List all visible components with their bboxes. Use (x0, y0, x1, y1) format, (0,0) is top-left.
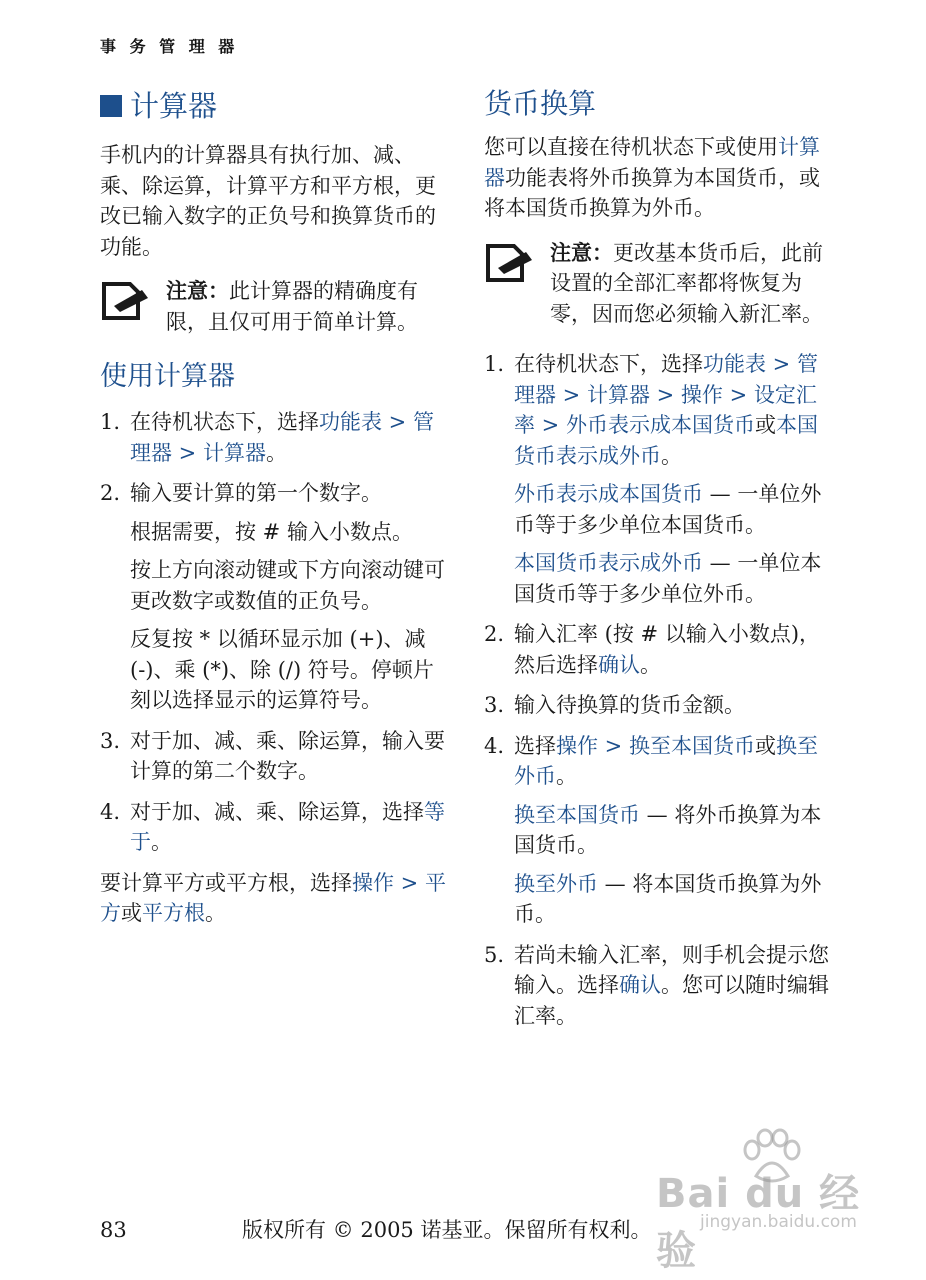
square-bullet-icon (100, 95, 122, 117)
left-column (100, 84, 452, 929)
menu-link-calculator: 计算器 (202, 440, 266, 465)
watermark-logo: Bai du 经验 (656, 1171, 861, 1274)
use-calculator-heading: 使用计算器 (100, 361, 235, 392)
currency-heading: 货币换算 (484, 87, 597, 120)
calculator-heading (100, 84, 452, 128)
menu-link-square-root: 平方根 (142, 901, 205, 925)
menu-link-organizer: 管理器 (130, 410, 434, 465)
menu-link-calculator: 计算器 (484, 135, 820, 190)
calculator-heading-text: 计算器 (130, 89, 218, 123)
menu-link-functions: 功能表 (319, 410, 382, 434)
list-item: 1. 在待机状态下，选择功能表 > 管理器 > 计算器 > 操作 > 设定汇率 > 外币表示成本国货币或本国货币表示成外币。 外币表示成本国货币 — 一单位外币等于多少单位本国货币。 本国货币表示成外币 — 一单位本国货币等于多少单位外币。 (484, 352, 822, 606)
copyright-notice: 版权所有 © 2005 诺基亚。保留所有权利。 (242, 1218, 652, 1242)
list-item: 2. 输入要计算的第一个数字。 根据需要，按 # 输入小数点。 按上方向滚动键或下方向滚动键可更改数字或数值的正负号。 反复按 * 以循环显示加 (+)、减 (-)、乘 (*)、除 (/) 符号。停顿片刻以选择显示的运算符号。 (100, 481, 445, 712)
currency-steps (484, 349, 836, 1031)
use-calculator-steps (100, 407, 452, 858)
list-item: 3. 对于加、减、乘、除运算，输入要计算的第二个数字。 (100, 728, 445, 783)
currency-intro: 您可以直接在待机状态下或使用计算器功能表将外币换算为本国货币，或将本国货币换算为外币。 (484, 135, 820, 220)
menu-link-square: 平方 (100, 870, 446, 925)
calculator-note-text: 注意：此计算器的精确度有限，且仅可用于简单计算。 (166, 278, 418, 334)
note-pencil-icon (484, 242, 536, 284)
list-item: 1. 在待机状态下，选择功能表 > 管理器 > 计算器。 (100, 410, 434, 465)
list-item: 4. 对于加、减、乘、除运算，选择等于。 (100, 799, 445, 854)
menu-link-options: 操作 (352, 870, 394, 895)
page-footer (0, 1212, 926, 1248)
watermark-url: jingyan.baidu.com (700, 1212, 857, 1232)
currency-note-text: 注意：更改基本货币后，此前设置的全部汇率都将恢复为零，因而您必须输入新汇率。 (550, 239, 823, 326)
list-item: 5. 若尚未输入汇率，则手机会提示您输入。选择确认。您可以随时编辑汇率。 (484, 942, 829, 1028)
list-item: 3. 输入待换算的货币金额。 (484, 693, 745, 717)
calculator-note (100, 276, 452, 337)
menu-link-equals: 等于 (130, 799, 445, 854)
currency-note (484, 238, 836, 330)
page-number: 83 (100, 1218, 127, 1242)
list-item: 4. 选择操作 > 换至本国货币或换至外币。 换至本国货币 — 将外币换算为本国货币。 换至外币 — 将本国货币换算为外币。 (484, 733, 822, 926)
calculator-intro: 手机内的计算器具有执行加、减、乘、除运算，计算平方和平方根，更改已输入数字的正负号和换算货币的功能。 (100, 143, 436, 259)
list-item: 2. 输入汇率 (按 # 以输入小数点)，然后选择确认。 (484, 622, 821, 677)
right-column (484, 84, 836, 1041)
running-header: 事 务 管 理 器 (100, 37, 239, 56)
note-pencil-icon (100, 280, 152, 322)
square-root-paragraph: 要计算平方或平方根，选择操作 > 平方或平方根。 (100, 870, 446, 925)
